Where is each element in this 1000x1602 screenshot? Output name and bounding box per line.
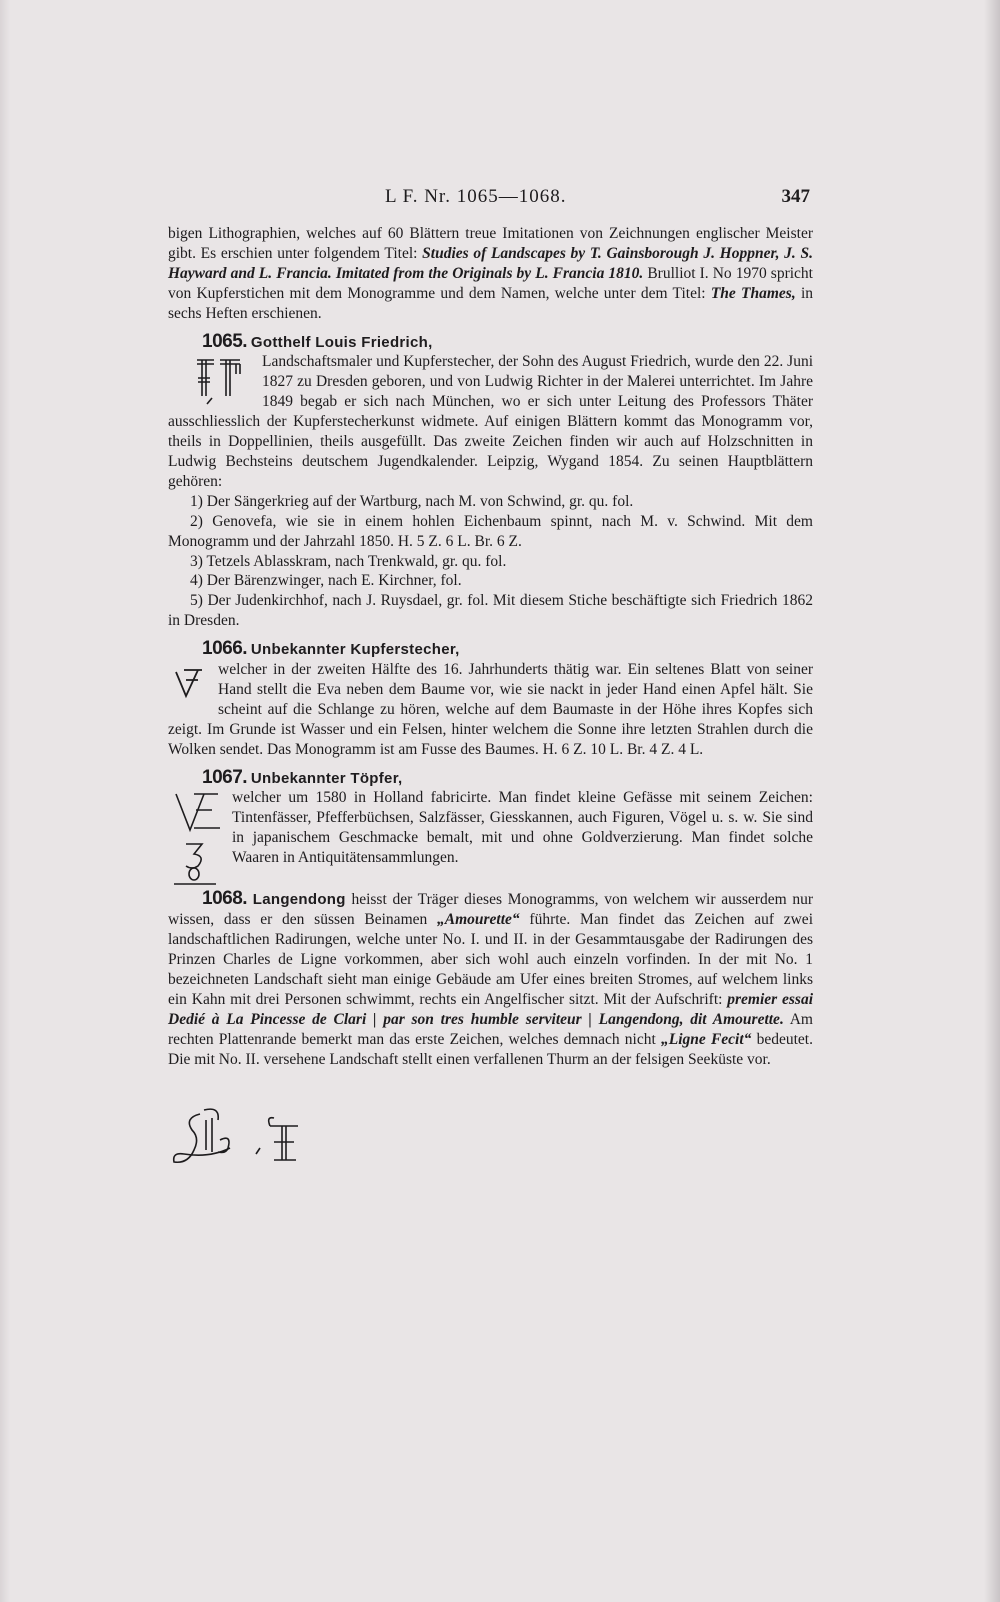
entry-1065: [168, 332, 813, 632]
entry-1067-heading-line: [168, 768, 813, 789]
work-3: 3) Tetzels Ablasskram, nach Trenkwald, gr. qu. fol.: [190, 552, 507, 570]
page-edge-right: [984, 0, 1000, 1602]
entry-1068-text-b: führte. Man findet das Zeichen auf zwei landschaftlichen Radirungen, welche unter No. I. und II. in der Gesammtausgabe der Radirungen des Prinzen Charles de Ligne vorkommen, aber sich wohl auch einzeln vorfinden. In der mit No. 1 bezeichneten Landschaft sieht man einige Gebäude am Ufer eines breiten Stromes, auf welchem links ein Kahn mit drei Personen schwimmt, rechts ein Angelfischer sitzt. Mit der Aufschrift:: [168, 911, 813, 1008]
gotthelf-friedrich-monogram-icon: [194, 354, 248, 406]
entry-number: 1068.: [202, 888, 248, 910]
entry-name: Gotthelf Louis Friedrich,: [250, 333, 433, 351]
intro-text-c: in sechs Heften erschienen.: [168, 284, 813, 322]
header-reference: L F. Nr. 1065—1068.: [385, 186, 567, 207]
langendong-monogram-icon: [170, 1104, 320, 1181]
entry-number: 1066.: [202, 638, 248, 660]
entry-1068-text-d: bedeutet. Die mit No. II. versehene Landschaft stellt einen verfallenen Thurm an der felsigen Seeküste vor.: [168, 1030, 813, 1068]
entry-1068: [168, 889, 813, 1069]
amourette-italic: „Amourette“: [437, 911, 520, 929]
intro-thames-italic: The Thames,: [710, 284, 796, 302]
entry-name: Unbekannter Kupferstecher,: [250, 641, 460, 659]
work-2: 2) Genovefa, wie sie in einem hohlen Eichenbaum spinnt, nach M. v. Schwind. Mit dem Monogramm und der Jahrzahl 1850. H. 5 Z. 6 L. Br. 6 Z.: [168, 512, 813, 550]
intro-title-italic: Studies of Landscapes by T. Gainsborough J. Hoppner, J. S. Hayward and L. Francia. Imitated from the Originals by L. Francia 1810.: [168, 244, 813, 282]
intro-text-a: bigen Lithographien, welches auf 60 Blättern treue Imitationen von Zeichnungen englischer Meister gibt. Es erschien unter folgendem Titel:: [168, 225, 813, 262]
page-edge-left: [0, 0, 10, 1602]
page-number: 347: [781, 186, 810, 207]
inscription-italic: premier essai Dedié à La Pincesse de Clari | par son tres humble serviteur | Langendong, dit Amourette.: [168, 991, 813, 1028]
entry-1066-text: welcher in der zweiten Hälfte des 16. Jahrhunderts thätig war. Ein seltenes Blatt von seiner Hand stellt die Eva neben dem Baume vor, wie sie nackt in jeder Hand einen Apfel hält. Sie scheint auf die Schlange zu hören, welche auf dem Baumaste in der Höhe ihres Kopfes sich zeigt. Im Grunde ist Wasser und ein Felsen, hinter welchem die Sonne ihre letzten Strahlen durch die Wolken sendet. Das Monogramm ist am Fusse des Baumes. H. 6 Z. 10 L. Br. 4 Z. 4 L.: [168, 661, 813, 758]
entry-1068-text-c: Am rechten Plattenrande bemerkt man das erste Zeichen, welches demnach nicht: [168, 1010, 813, 1048]
work-5: 5) Der Judenkirchhof, nach J. Ruysdael, gr. fol. Mit diesem Stiche beschäftigte sich Friedrich 1862 in Dresden.: [168, 592, 813, 630]
entry-name: Unbekannter Töpfer,: [250, 769, 403, 787]
work-4: 4) Der Bärenzwinger, nach E. Kirchner, fol.: [190, 572, 462, 590]
running-header: [385, 186, 810, 216]
entry-1066: [168, 639, 813, 759]
intro-text-b: Brulliot I. No 1970 spricht von Kupferstichen mit dem Monogramme und dem Namen, welche unter dem Titel:: [168, 264, 813, 302]
page-body: [168, 224, 813, 1070]
entry-1066-heading-line: [168, 639, 813, 660]
intro-paragraph: [168, 224, 813, 324]
work-1: 1) Der Sängerkrieg auf der Wartburg, nach M. von Schwind, gr. qu. fol.: [190, 492, 634, 510]
entry-1067: [168, 768, 813, 869]
entry-1065-text: Landschaftsmaler und Kupferstecher, der Sohn des August Friedrich, wurde den 22. Juni 1827 zu Dresden geboren, und von Ludwig Richter in der Malerei unterrichtet. Im Jahre 1849 begab er sich nach München, wo er sich unter Leitung des Professors Thäter ausschliesslich der Kupferstecherkunst widmete. Auf einigen Blättern kommt das Monogramm vor, theils in Doppellinien, theils ausgefüllt. Das zweite Zeichen finden wir auch auf Holzschnitten in Ludwig Bechsteins deutschem Jugendkalender. Leipzig, Wygand 1854. Zu seinen Hauptblättern gehören:: [168, 353, 813, 490]
potter-mark-icon: [172, 790, 224, 886]
ligne-fecit-italic: „Ligne Fecit“: [660, 1030, 752, 1048]
entry-1068-heading-line: [168, 889, 813, 1069]
entry-number: 1065.: [202, 330, 248, 352]
entry-number: 1067.: [202, 766, 248, 788]
entry-1068-text-a: heisst der Träger dieses Monogramms, von welchem wir ausserdem nur wissen, dass er den süssen Beinamen: [168, 891, 813, 929]
entry-1065-heading-line: [168, 332, 813, 353]
entry-name: Langendong: [252, 891, 346, 909]
vf-monogram-icon: [174, 666, 204, 700]
entry-1067-text: welcher um 1580 in Holland fabricirte. Man findet kleine Gefässe mit seinem Zeichen: Tintenfässer, Pfefferbüchsen, Salzfässer, Giesskannen, auch Figuren, Vögel u. s. w. Sie sind in japanischem Geschmacke bemalt, mit und ohne Goldverzierung. Man findet solche Waaren in Antiquitätensammlungen.: [232, 789, 813, 867]
